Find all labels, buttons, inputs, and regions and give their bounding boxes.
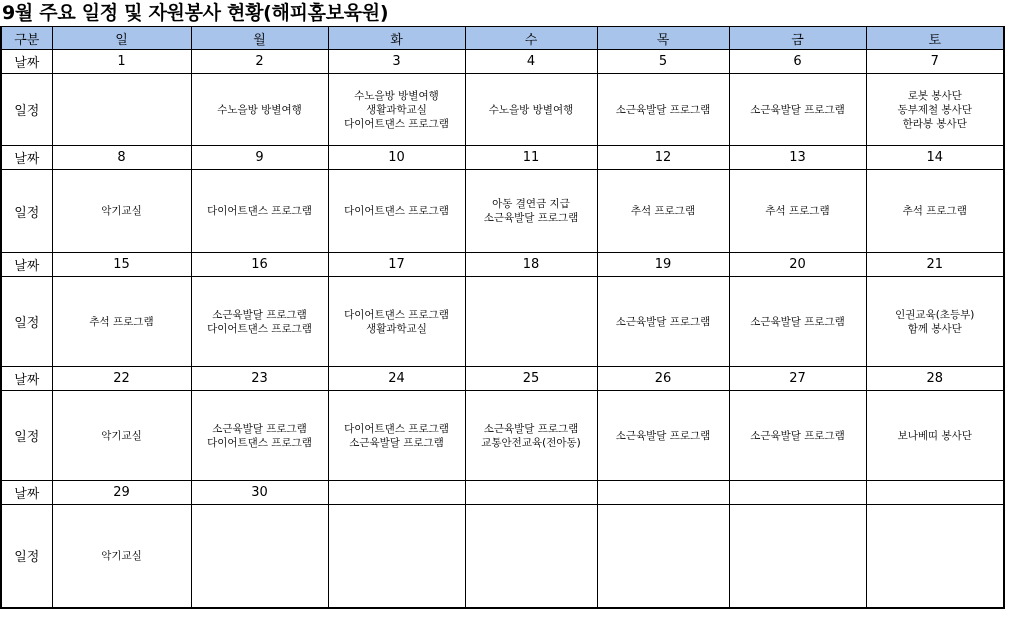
event-text: 다이어트댄스 프로그램: [207, 205, 312, 217]
header-day-fri: 금: [729, 27, 866, 50]
header-row: [1, 27, 1004, 50]
schedule-cell: [597, 170, 729, 253]
date-cell: 15: [52, 253, 191, 277]
date-cell: 28: [866, 367, 1004, 391]
schedule-row: [1, 505, 1004, 608]
schedule-cell: [866, 170, 1004, 253]
header-day-sun: 일: [52, 27, 191, 50]
event-text: 추석 프로그램: [765, 205, 830, 217]
date-cell: 9: [191, 146, 328, 170]
schedule-cell: [597, 391, 729, 481]
event-text: 소근육발달 프로그램: [750, 103, 845, 116]
schedule-row: [1, 74, 1004, 146]
date-cell: 10: [328, 146, 465, 170]
event-text: 한라봉 봉사단: [902, 117, 967, 130]
date-cell: 29: [52, 481, 191, 505]
event-text: 보나베띠 봉사단: [897, 429, 972, 442]
row-label-date: 날짜: [1, 367, 52, 391]
date-row: [1, 481, 1004, 505]
date-cell: 21: [866, 253, 1004, 277]
page-title: 9월 주요 일정 및 자원봉사 현황(해피홈보육원): [2, 2, 389, 24]
event-text: 다이어트댄스 프로그램: [207, 436, 312, 449]
schedule-cell: [866, 391, 1004, 481]
event-text: 다이어트댄스 프로그램: [344, 117, 449, 130]
event-text: 소근육발달 프로그램: [750, 429, 845, 442]
event-text: 다이어트댄스 프로그램: [207, 322, 312, 335]
schedule-cell: [52, 170, 191, 253]
event-text: 함께 봉사단: [907, 322, 962, 335]
date-cell: 11: [465, 146, 597, 170]
event-text: 수노을방 방별여행: [354, 89, 439, 102]
date-cell: 1: [52, 50, 191, 74]
schedule-cell: [191, 170, 328, 253]
row-label-date: 날짜: [1, 146, 52, 170]
event-text: 로봇 봉사단: [907, 89, 962, 102]
date-cell: 23: [191, 367, 328, 391]
event-text: 생활과학교실: [366, 322, 427, 335]
date-cell: [866, 481, 1004, 505]
schedule-cell: [866, 74, 1004, 146]
schedule-cell: [191, 505, 328, 608]
schedule-row: [1, 391, 1004, 481]
schedule-cell: [328, 505, 465, 608]
event-text: 소근육발달 프로그램: [212, 422, 307, 435]
date-cell: 7: [866, 50, 1004, 74]
event-text: 생활과학교실: [366, 103, 427, 116]
date-cell: 14: [866, 146, 1004, 170]
event-text: 다이어트댄스 프로그램: [344, 422, 449, 435]
schedule-row: [1, 170, 1004, 253]
event-text: 소근육발달 프로그램: [349, 436, 444, 449]
event-text: 교통안전교육(전아동): [481, 436, 581, 449]
date-row: [1, 253, 1004, 277]
event-text: 소근육발달 프로그램: [615, 103, 711, 116]
event-text: 추석 프로그램: [630, 205, 696, 217]
schedule-cell: [465, 170, 597, 253]
date-row: [1, 146, 1004, 170]
event-text: 소근육발달 프로그램: [483, 422, 579, 435]
event-text: 악기교실: [101, 549, 142, 562]
date-cell: 18: [465, 253, 597, 277]
row-label-date: 날짜: [1, 253, 52, 277]
date-cell: 25: [465, 367, 597, 391]
event-text: 소근육발달 프로그램: [615, 429, 711, 442]
schedule-cell: [866, 277, 1004, 367]
schedule-cell: [328, 74, 465, 146]
schedule-cell: [866, 505, 1004, 608]
schedule-cell: [597, 277, 729, 367]
date-cell: 30: [191, 481, 328, 505]
date-cell: [597, 481, 729, 505]
schedule-cell: [729, 74, 866, 146]
header-day-sat: 토: [866, 27, 1004, 50]
schedule-cell: [328, 170, 465, 253]
schedule-cell: [729, 505, 866, 608]
date-cell: [328, 481, 465, 505]
date-cell: 27: [729, 367, 866, 391]
row-label-date: 날짜: [1, 481, 52, 505]
row-label-date: 날짜: [1, 50, 52, 74]
schedule-cell: [729, 391, 866, 481]
schedule-cell: [465, 391, 597, 481]
event-text: 소근육발달 프로그램: [615, 315, 711, 328]
date-row: [1, 50, 1004, 74]
date-row: [1, 367, 1004, 391]
date-cell: 22: [52, 367, 191, 391]
schedule-cell: [729, 277, 866, 367]
schedule-table: [0, 26, 1005, 609]
date-cell: 13: [729, 146, 866, 170]
date-cell: [465, 481, 597, 505]
schedule-cell: [52, 391, 191, 481]
date-cell: 3: [328, 50, 465, 74]
date-cell: 8: [52, 146, 191, 170]
row-label-schedule: 일정: [1, 170, 52, 253]
row-label-schedule: 일정: [1, 391, 52, 481]
row-label-schedule: 일정: [1, 277, 52, 367]
event-text: 소근육발달 프로그램: [750, 315, 845, 328]
date-cell: 20: [729, 253, 866, 277]
row-label-schedule: 일정: [1, 505, 52, 608]
header-day-thu: 목: [597, 27, 729, 50]
date-cell: 17: [328, 253, 465, 277]
date-cell: 5: [597, 50, 729, 74]
schedule-cell: [465, 74, 597, 146]
date-cell: 6: [729, 50, 866, 74]
schedule-cell: [465, 505, 597, 608]
date-cell: 2: [191, 50, 328, 74]
event-text: 악기교실: [101, 205, 142, 217]
schedule-cell: [597, 505, 729, 608]
event-text: 다이어트댄스 프로그램: [344, 308, 449, 321]
header-day-wed: 수: [465, 27, 597, 50]
schedule-cell: [191, 74, 328, 146]
schedule-cell: [52, 505, 191, 608]
row-label-schedule: 일정: [1, 74, 52, 146]
schedule-cell: [729, 170, 866, 253]
schedule-cell: [191, 391, 328, 481]
event-text: 동부제철 봉사단: [897, 103, 972, 116]
date-cell: 12: [597, 146, 729, 170]
header-corner-cell: 구분: [1, 27, 52, 50]
schedule-cell: [52, 74, 191, 146]
date-cell: [729, 481, 866, 505]
event-text: 아동 결연금 지급: [492, 198, 570, 210]
date-cell: 24: [328, 367, 465, 391]
event-text: 소근육발달 프로그램: [483, 212, 579, 224]
schedule-cell: [191, 277, 328, 367]
date-cell: 19: [597, 253, 729, 277]
event-text: 다이어트댄스 프로그램: [344, 205, 449, 217]
header-day-tue: 화: [328, 27, 465, 50]
event-text: 인권교육(초등부): [895, 308, 975, 321]
event-text: 소근육발달 프로그램: [212, 308, 307, 321]
event-text: 악기교실: [101, 429, 142, 442]
schedule-cell: [52, 277, 191, 367]
schedule-cell: [328, 277, 465, 367]
schedule-cell: [328, 391, 465, 481]
date-cell: 16: [191, 253, 328, 277]
event-text: 수노을방 방별여행: [217, 103, 302, 116]
schedule-row: [1, 277, 1004, 367]
schedule-cell: [597, 74, 729, 146]
event-text: 수노을방 방별여행: [488, 103, 574, 116]
event-text: 추석 프로그램: [89, 315, 154, 328]
schedule-cell: [465, 277, 597, 367]
event-text: 추석 프로그램: [902, 205, 967, 217]
date-cell: 26: [597, 367, 729, 391]
date-cell: 4: [465, 50, 597, 74]
header-day-mon: 월: [191, 27, 328, 50]
